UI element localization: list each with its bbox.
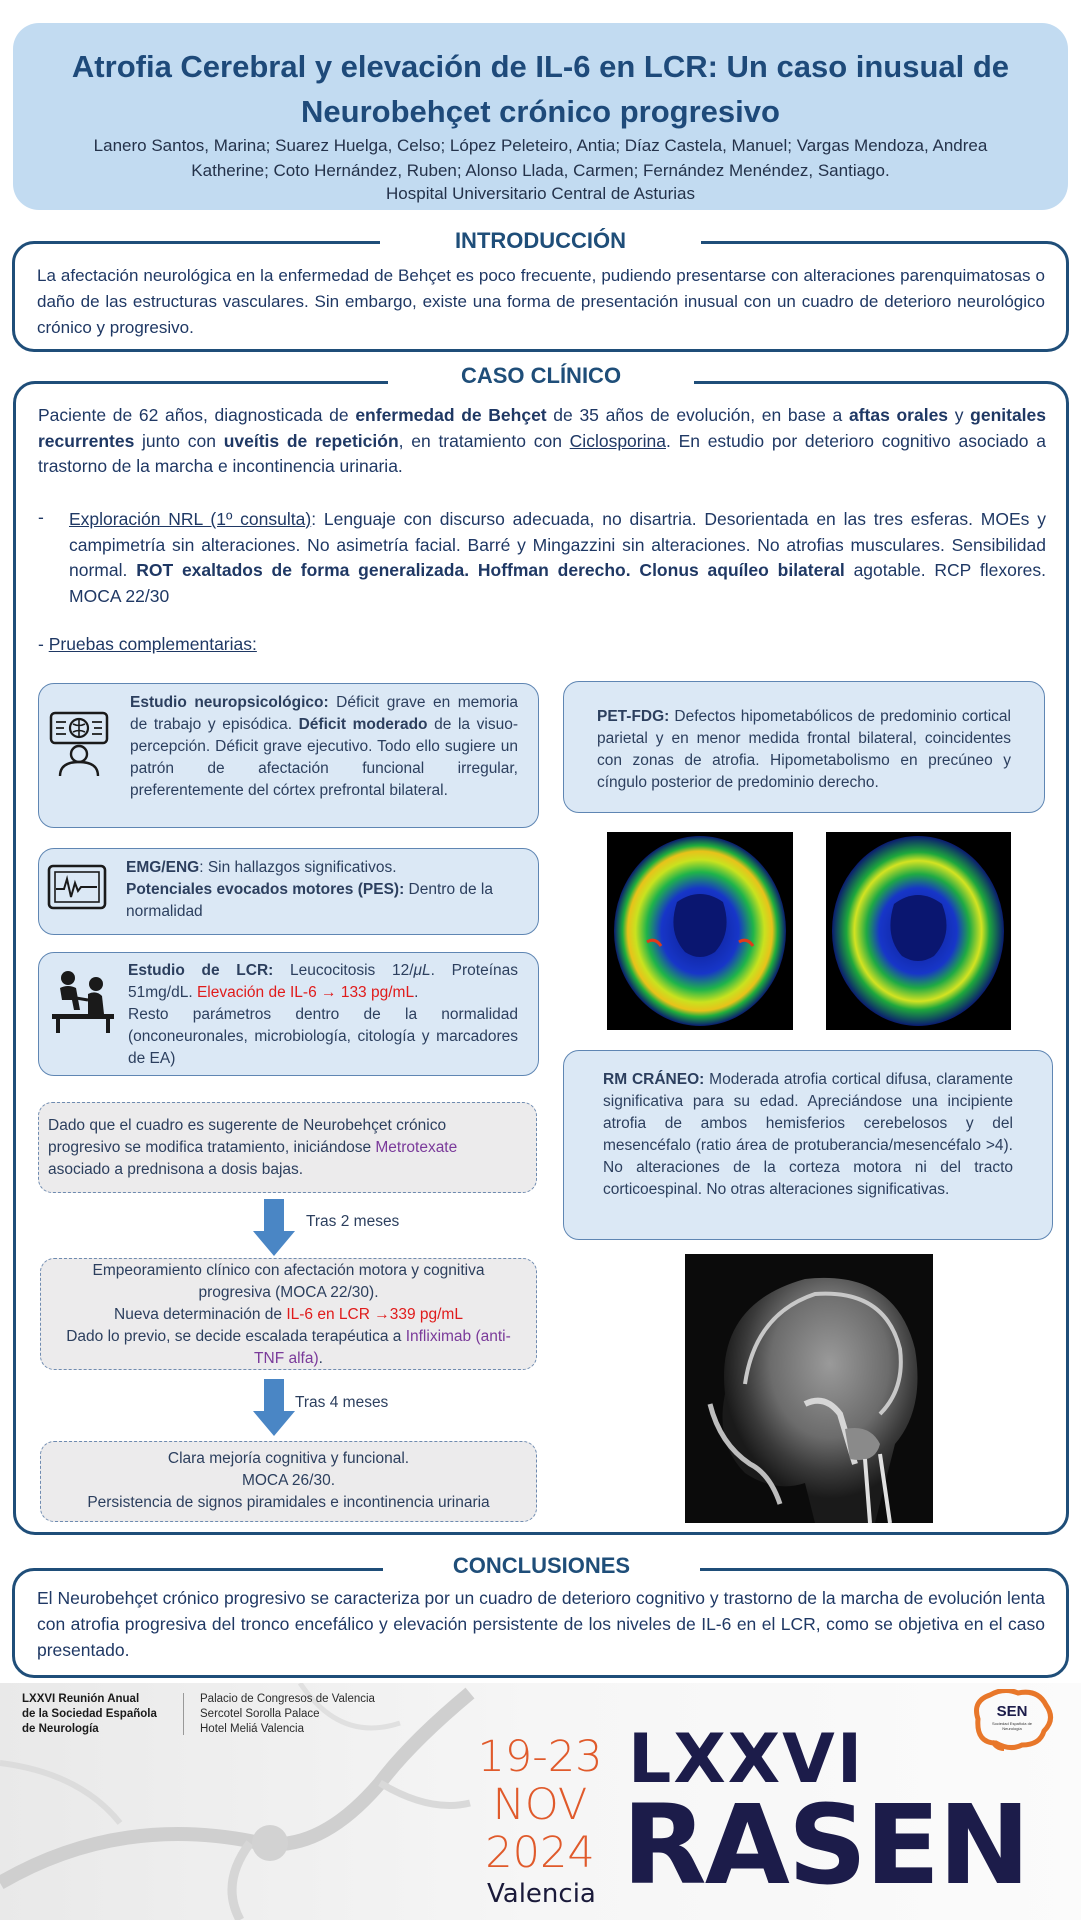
conclusions-text: El Neurobehçet crónico progresivo se caracteriza por un cuadro de deterioro cognitivo y trastorno de la marcha de evolución lenta con atrofia progresiva del tronco encefálico y elevación persistente de los niveles de IL-6 en el LCR, como se objetiva en el caso presentado. — [37, 1588, 1045, 1660]
authors: Lanero Santos, Marina; Suarez Huelga, Celso; López Peleteiro, Antia; Díaz Castela, Manuel; Vargas Mendoza, Andrea Katherine; Coto Hernández, Ruben; Alonso Llada, Carmen; Fernández Menéndez, Santiago. — [93, 136, 988, 180]
text: LXXVI Reunión Anual — [22, 1693, 140, 1705]
lcr-text — [128, 960, 518, 1070]
text: - — [38, 634, 49, 654]
text: enfermedad de Behçet — [355, 405, 547, 425]
neuropsych-icon — [48, 710, 112, 783]
rm-text — [603, 1069, 1013, 1201]
drug-name: Metrotexate — [375, 1139, 458, 1156]
text: Pruebas complementarias: — [48, 634, 257, 654]
text: Déficit moderado — [298, 716, 428, 733]
mri-sagittal-image — [685, 1254, 933, 1523]
text: : Sin hallazgos significativos. — [199, 859, 397, 876]
pet-label: PET-FDG: — [597, 708, 670, 725]
text: . En estudio por deterioro cognitivo asociado a trastorno de la marcha e incontinencia urinaria. — [38, 430, 1047, 476]
edition-label: LXXVI — [628, 1720, 865, 1799]
poster-header — [13, 23, 1068, 210]
text: Dado que el cuadro es sugerente de Neurobehçet crónico progresivo se modifica tratamiento, iniciándose — [48, 1117, 447, 1156]
text: Leucocitosis 12/ — [273, 962, 414, 979]
text: Defectos hipometabólicos de predominio cortical parietal y en menor medida frontal bilateral, coincidentes con zonas de atrofia. Hipometabolismo en precúneo y cíngulo posterior de predominio derecho. — [597, 708, 1011, 791]
text: de Neurología — [22, 1723, 99, 1735]
text: y — [948, 405, 971, 425]
emg-monitor-icon — [46, 863, 108, 916]
text: 19-23 — [477, 1732, 603, 1782]
logo-subtext: Sociedad Española de Neurología — [991, 1721, 1033, 1731]
pet-text — [597, 706, 1011, 794]
neuropsych-label: Estudio neuropsicológico: — [130, 694, 329, 711]
text: Palacio de Congresos de Valencia — [200, 1693, 375, 1705]
venues — [200, 1692, 375, 1737]
text: , en tratamiento con — [398, 430, 570, 451]
intro-heading: INTRODUCCIÓN — [380, 228, 701, 254]
text: de la visuo-percepción. Déficit grave ejecutivo. Todo ello sugiere un patrón de afectación funcional irregular, preferentemente del córtex prefrontal bilateral. — [130, 716, 518, 799]
text: MOCA 26/30. — [241, 1472, 336, 1489]
congress-footer — [0, 1683, 1081, 1920]
treatment-step-1-text — [48, 1115, 508, 1181]
text: Dado lo previo, se decide escalada terapéutica a — [66, 1328, 406, 1345]
drug-name: Infliximab (anti-TNF alfa) — [254, 1328, 511, 1367]
text: Sercotel Sorolla Palace — [200, 1708, 320, 1720]
text: . — [414, 984, 419, 1001]
text: 2024 — [485, 1828, 595, 1878]
text: agotable. RCP flexores. MOCA 22/30 — [69, 560, 1046, 606]
brand-label: RASEN — [622, 1781, 1029, 1909]
treatment-step-2-text — [60, 1260, 517, 1370]
text: Resto parámetros dentro de la normalidad (onconeuronales, microbiología, citología y marcadores de EA) — [128, 1006, 518, 1067]
interval-label: Tras 4 meses — [295, 1394, 389, 1411]
text: asociado a prednisona a dosis bajas. — [48, 1161, 304, 1178]
text: de 35 años de evolución, en base a — [546, 405, 849, 425]
case-summary — [38, 403, 1046, 480]
text: Hotel Meliá Valencia — [200, 1723, 304, 1735]
sen-logo — [966, 1689, 1058, 1751]
pes-label: Potenciales evocados motores (PES): — [126, 881, 405, 898]
congress-dates — [470, 1733, 610, 1877]
lumbar-puncture-icon — [46, 968, 120, 1041]
tests-heading — [38, 634, 257, 655]
divider — [183, 1693, 184, 1735]
down-arrow-icon — [253, 1199, 295, 1257]
pet-scan-image — [826, 832, 1011, 1030]
intro-text: La afectación neurológica en la enfermedad de Behçet es poco frecuente, pudiendo presentarse con alteraciones parenquimatosas o daño de las estructuras vasculares. Sin embargo, existe una forma de presentación inusual con un cuadro de deterioro neurológico crónico y progresivo. — [37, 266, 1045, 337]
text: Clara mejoría cognitiva y funcional. — [167, 1450, 410, 1467]
text: Nueva determinación de — [114, 1306, 287, 1323]
text: Déficit grave en memoria de trabajo y episódica. — [130, 694, 519, 733]
text: Empeoramiento clínico con afectación motora y cognitiva progresiva (MOCA 22/30). — [92, 1262, 485, 1301]
il6-value: Elevación de IL-6 → 133 pg/mL — [196, 984, 415, 1001]
text: Ciclosporina — [569, 430, 666, 451]
text: . Proteínas 51mg/dL. — [128, 962, 518, 1001]
logo-text: SEN — [996, 1703, 1028, 1720]
pet-scan-image — [607, 832, 793, 1030]
treatment-step-3-text — [60, 1448, 517, 1514]
lcr-label: Estudio de LCR: — [128, 962, 274, 979]
text: de la Sociedad Española — [22, 1708, 157, 1720]
text: aftas orales — [848, 405, 949, 425]
text: Paciente de 62 años, diagnosticada de — [38, 405, 356, 425]
neuropsych-text — [130, 692, 518, 802]
text: uveítis de repetición — [223, 430, 399, 451]
text: Dentro de la normalidad — [126, 881, 493, 920]
hospital: Hospital Universitario Central de Asturias — [386, 184, 695, 203]
text: NOV — [492, 1780, 588, 1830]
text: ROT exaltados de forma generalizada. Hoffman derecho. Clonus aquíleo bilateral — [136, 560, 845, 580]
emg-text — [126, 857, 519, 923]
down-arrow-icon — [253, 1379, 295, 1437]
rm-label: RM CRÁNEO: — [603, 1071, 705, 1088]
exploration-label: Exploración NRL (1º consulta) — [69, 509, 312, 529]
text: . — [318, 1350, 323, 1367]
list-dash: - — [38, 507, 44, 527]
conclusions-heading: CONCLUSIONES — [383, 1553, 700, 1579]
text: Persistencia de signos piramidales e incontinencia urinaria — [87, 1494, 490, 1511]
interval-label: Tras 2 meses — [306, 1213, 400, 1230]
text: genitales recurrentes — [38, 405, 1047, 451]
exploration-text — [69, 507, 1046, 609]
text: Moderada atrofia cortical difusa, claramente significativa para su edad. Apreciándose una incipiente atrofia de ambos hemisferios cerebelosos y del mesencéfalo (ratio área de protuberancia/mesencéfalo >4). No alteraciones de la corteza motora ni del tracto corticoespinal. No otras alteraciones significativas. — [603, 1071, 1013, 1198]
meeting-name — [22, 1692, 157, 1737]
case-heading: CASO CLÍNICO — [388, 363, 694, 389]
text: junto con — [134, 430, 224, 451]
text: : Lenguaje con discurso adecuada, no disartria. Desorientada en las tres esferas. MOEs y campimetría sin alteraciones. No asimetría facial. Barré y Mingazzini sin alteraciones. No atrofias musculares. Sensibilidad normal. — [69, 509, 1046, 580]
il6-value: IL-6 en LCR →339 pg/mL — [286, 1306, 463, 1323]
emg-label: EMG/ENG — [126, 859, 200, 876]
text: μL — [413, 962, 431, 979]
poster-title: Atrofia Cerebral y elevación de IL-6 en LCR: Un caso inusual de Neurobehçet crónico progresivo — [71, 49, 1010, 129]
congress-city: Valencia — [487, 1879, 596, 1909]
